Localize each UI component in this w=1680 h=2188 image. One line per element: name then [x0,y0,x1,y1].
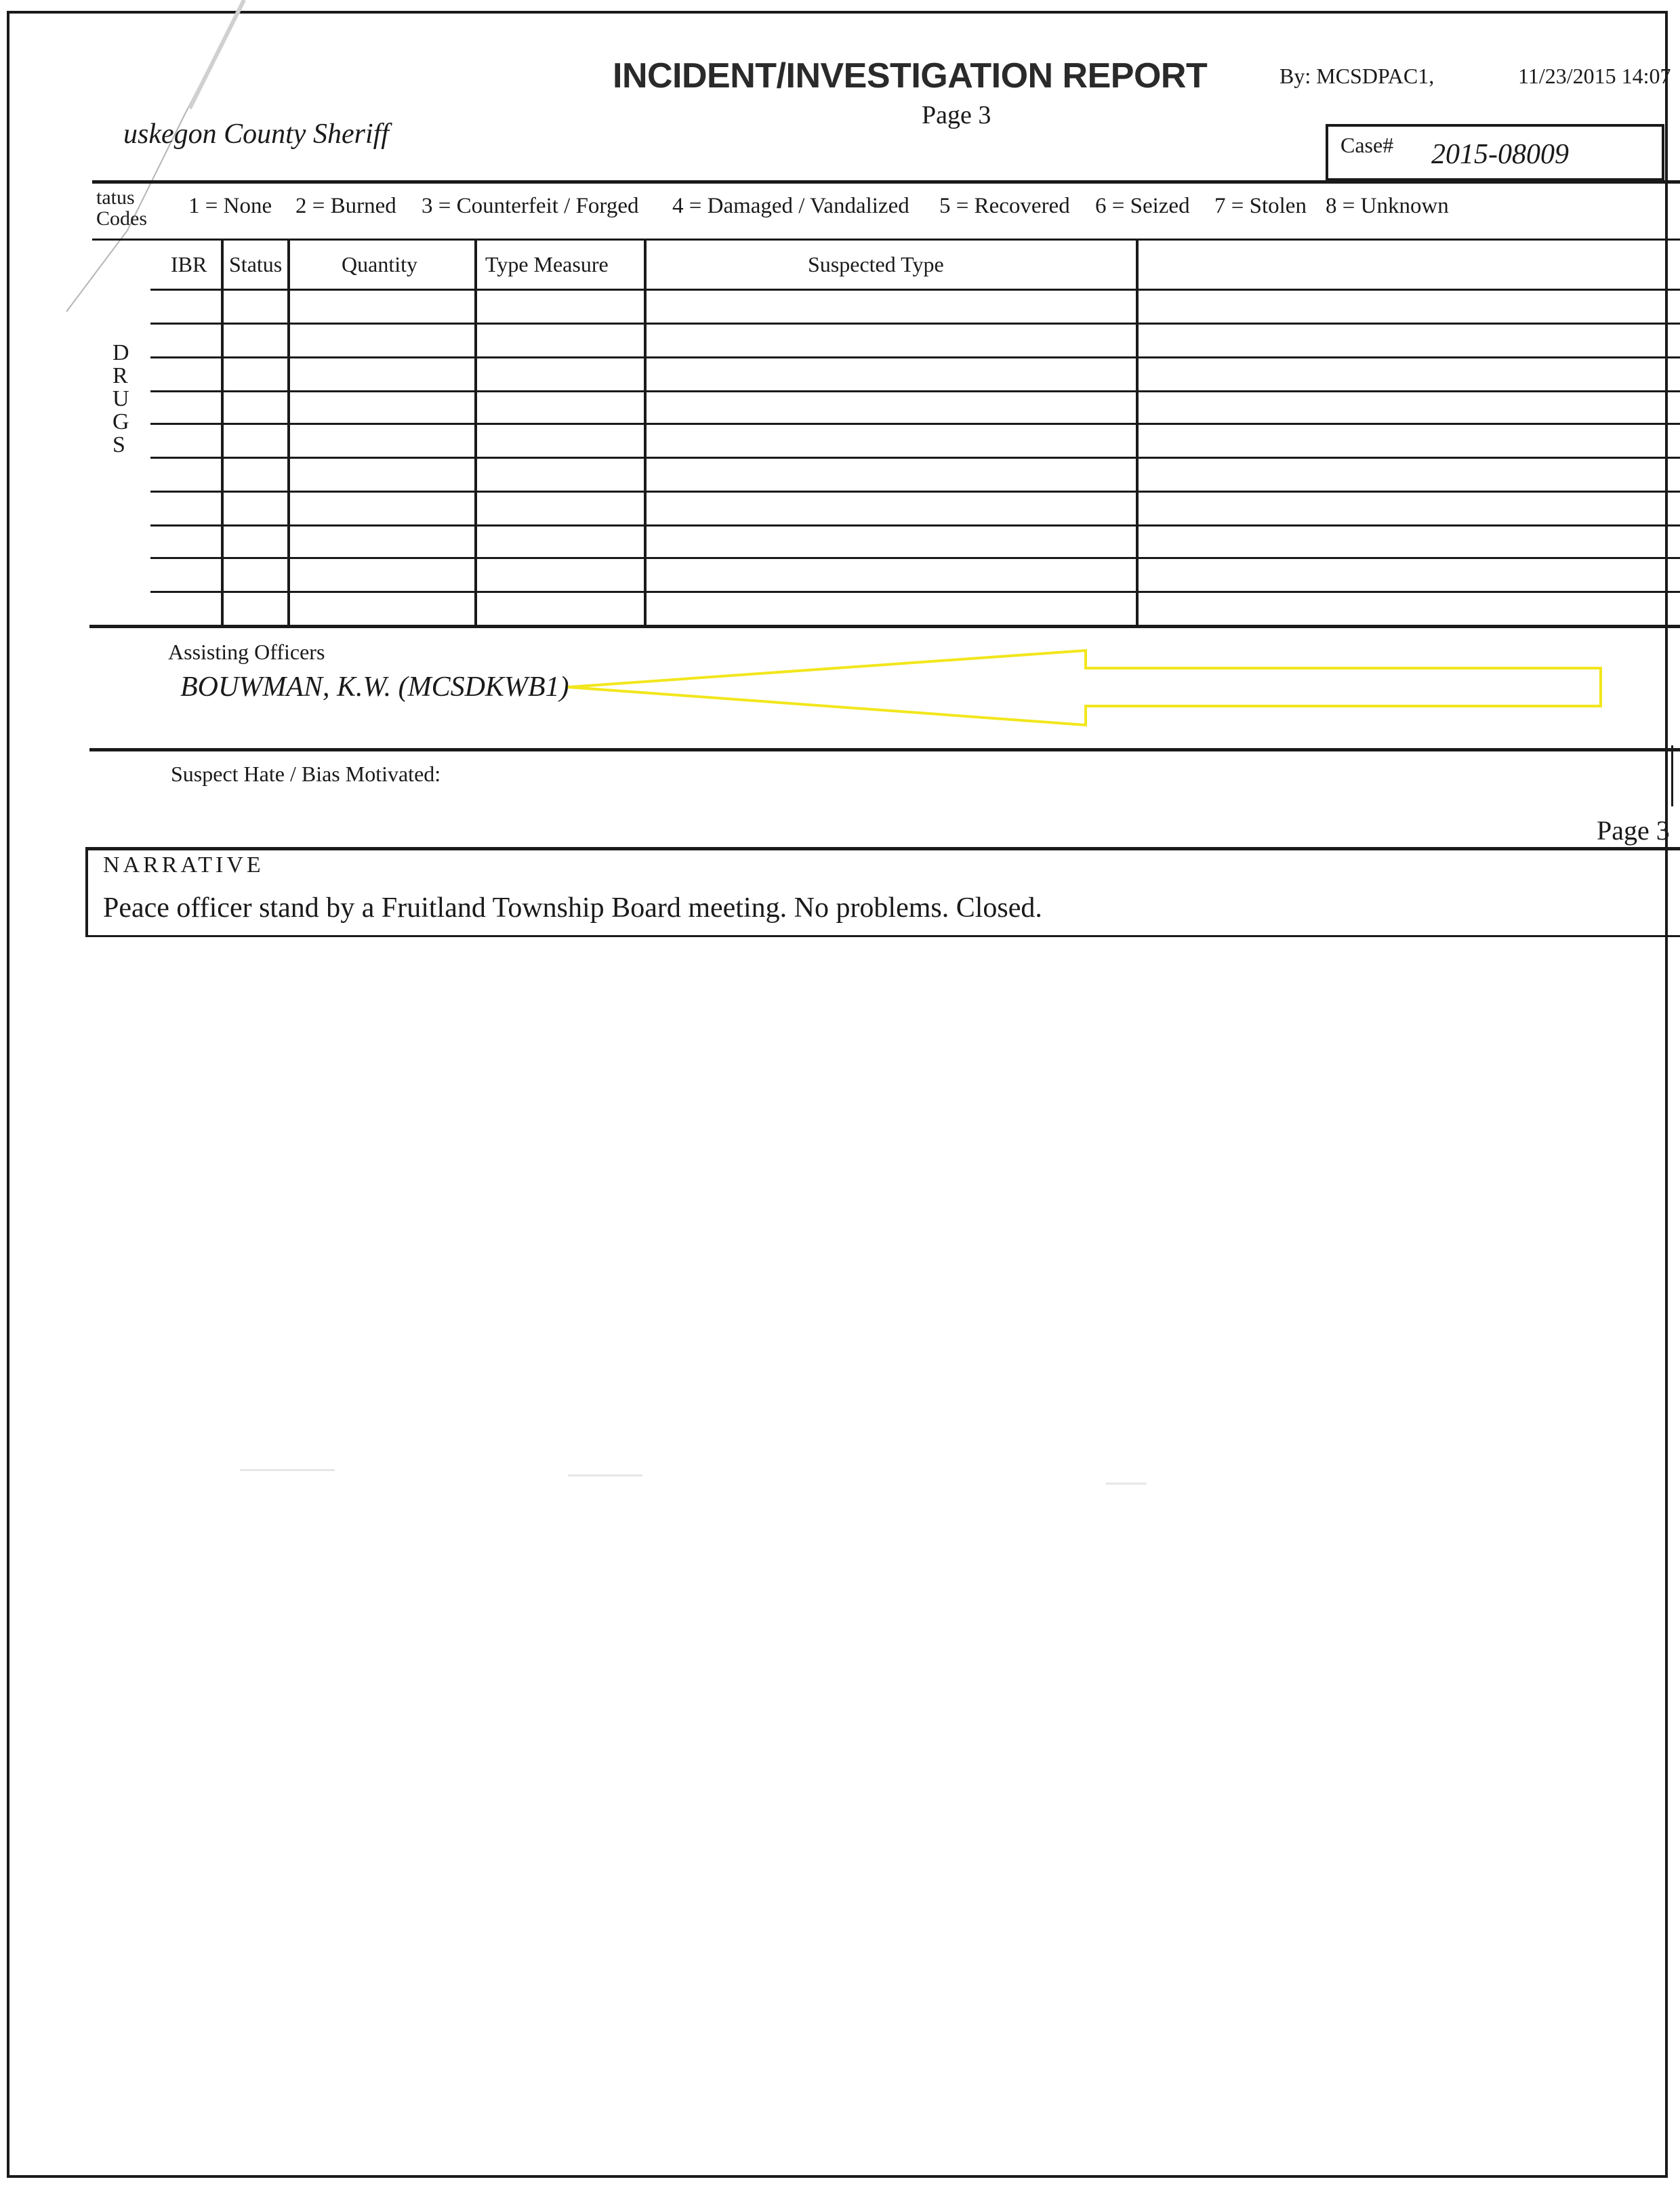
table-row-line [150,323,1680,325]
page-footer-number: Page 3 [1597,815,1670,846]
status-code-burned: 2 = Burned [295,194,396,218]
scan-mark [240,1469,335,1471]
table-row-line [150,557,1680,559]
case-label: Case# [1340,133,1394,157]
table-column-line [1136,239,1139,625]
table-row-line [150,591,1680,593]
narrative-text: Peace officer stand by a Fruitland Township Board meeting. No problems. Closed. [103,892,1042,924]
narrative-label: NARRATIVE [103,852,264,878]
agency-name: uskegon County Sheriff [123,119,389,150]
case-number: 2015-08009 [1431,139,1569,170]
scan-edge-line [1671,745,1673,806]
status-code-stolen: 7 = Stolen [1214,194,1307,218]
table-row-line [150,524,1680,527]
divider [89,748,1680,751]
divider [92,180,1680,184]
page-border [7,11,1668,2178]
divider [85,935,1680,937]
col-header-type-measure: Type Measure [485,252,609,276]
table-column-line [474,239,477,625]
suspect-hate-label: Suspect Hate / Bias Motivated: [171,762,441,786]
table-row-line [150,457,1680,459]
table-row-line [150,356,1680,358]
status-code-counterfeit: 3 = Counterfeit / Forged [422,194,639,218]
drugs-label-letter: G [112,409,129,434]
scan-mark [1106,1483,1147,1485]
divider [85,847,1680,850]
status-code-recovered: 5 = Recovered [939,194,1070,218]
assisting-officers-label: Assisting Officers [168,640,325,664]
status-codes-label-line2: Codes [96,207,147,230]
table-row-line [150,289,1680,291]
table-row-line [150,390,1680,392]
printed-datetime: 11/23/2015 14:07 [1518,64,1671,88]
table-column-line [287,239,290,625]
assisting-officer-name: BOUWMAN, K.W. (MCSDKWB1) [180,672,569,703]
narrative-box-left [85,847,88,936]
col-header-ibr: IBR [171,252,207,276]
report-title: INCIDENT/INVESTIGATION REPORT [613,56,1208,96]
status-code-none: 1 = None [188,194,272,218]
drugs-label-letter: U [112,386,129,411]
status-codes-label [96,187,147,229]
printed-by: By: MCSDPAC1, [1279,64,1435,88]
table-column-line [221,239,224,625]
status-code-unknown: 8 = Unknown [1326,194,1449,218]
status-code-damaged: 4 = Damaged / Vandalized [672,194,909,218]
divider [92,239,1680,241]
table-column-line [644,239,647,625]
status-code-seized: 6 = Seized [1095,194,1190,218]
table-row-line [150,491,1680,493]
drugs-label-letter: R [112,363,128,388]
col-header-suspected-type: Suspected Type [808,252,944,276]
status-codes-label-line1: tatus [96,186,135,209]
drugs-label-letter: D [112,340,129,365]
scan-mark [568,1474,642,1477]
drugs-label-letter: S [112,432,125,457]
col-header-quantity: Quantity [342,252,417,276]
divider [89,625,1680,628]
highlight-arrow [567,648,1606,729]
col-header-status: Status [229,252,283,276]
page-number: Page 3 [922,101,991,129]
table-row-line [150,423,1680,425]
